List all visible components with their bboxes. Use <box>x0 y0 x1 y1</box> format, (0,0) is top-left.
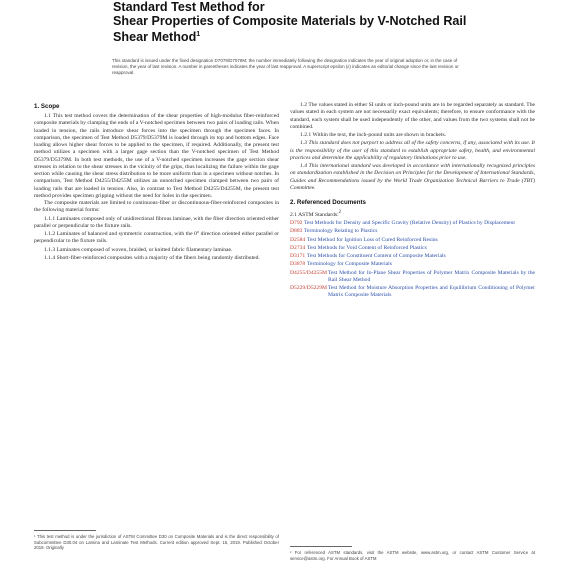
reference-code-link[interactable]: D3171 <box>290 253 306 260</box>
reference-title-link[interactable]: Test Method for Ignition Loss of Cured Reinforced Resins <box>307 236 438 243</box>
reference-list <box>290 220 535 300</box>
paragraph-1-1: 1.1 This test method covers the determination of the shear properties of high-modulus fiber-reinforced composite materials by clamping the ends of a V-notched specimen between two pairs of loading rails. When loaded in tension, the rails introduce shear forces into the specimen through the specimen faces. In comparison, the specimen of Test Method D5379/D5379M is loaded through its top and bottom edges. Face loading allows higher shear forces to be applied to the specimen, if required. Additionally, the present test method utilizes a specimen with a larger gage section than the V-notched specimen of Test Method D5379/D5379M. In both test methods, the use of a V-notched specimen increases the gage section shear stresses in relation to the shear stresses in the vicinity of the grips, thus localizing the failure within the gage section while causing the shear stress distribution to be more uniform than in a specimen without notches. In comparison, Test Method D4255/D4255M utilizes an unnotched specimen clamped between two pairs of loading rails that are loaded in tension. Also, in contrast to Test Method D4255/D4255M, the present test method provides specimen gripping without the need for holes in the specimen. <box>34 113 279 199</box>
footnote-rule-left <box>34 530 96 531</box>
reference-item[interactable] <box>290 228 535 235</box>
reference-code-link[interactable]: D883 <box>290 228 303 235</box>
reference-item[interactable] <box>290 237 535 244</box>
reference-code-link[interactable]: D5229/D5229M <box>290 285 327 292</box>
referenced-documents-heading: 2. Referenced Documents <box>290 199 366 206</box>
reference-title-link[interactable]: Test Method for In-Plane Shear Properties of Polymer Matrix Composite Materials by the Rail Shear Method <box>328 269 535 283</box>
footnote-left: ¹ This test method is under the jurisdiction of ASTM Committee D30 on Composite Materials and is the direct responsibility of Subcommittee D30.04 on Lamina and Laminate Test Methods. Current edition approved Sept. 15, 2019. Published October 2019. Originally <box>34 534 279 551</box>
title-line-1: Standard Test Method for <box>113 0 265 14</box>
reference-item[interactable] <box>290 285 535 300</box>
paragraph-1-3: 1.3 This standard does not purport to address all of the safety concerns, if any, associated with its use. It is the responsibility of the user of this standard to establish appropriate safety, health, and environmental practices and determine the applicability of regulatory limitations prior to use. <box>290 140 535 161</box>
reference-title-link[interactable]: Test Methods for Constituent Content of Composite Materials <box>307 253 446 260</box>
paragraph-1-1-3: 1.1.3 Laminates composed of woven, braided, or knitted fabric filamentary laminae. <box>44 246 233 253</box>
paragraph-1-2: 1.2 The values stated in either SI units or inch-pound units are to be regarded separately as standard. The values stated in each system are not necessarily exact equivalents; therefore, to ensure conformance with the standard, each system shall be used independently of the other, and values from the two systems shall not be combined. <box>290 102 535 130</box>
reference-title-link[interactable]: Terminology Relating to Plastics <box>304 228 378 235</box>
reference-title-link[interactable]: Test Method for Moisture Absorption Properties and Equilibrium Conditioning of Polymer Matrix Composite Materials <box>328 285 535 299</box>
reference-code-link[interactable]: D4255/D4255M <box>290 269 327 276</box>
document-title <box>113 0 513 44</box>
left-column <box>34 102 279 262</box>
right-column <box>290 102 535 300</box>
standard-designation-note: This standard is issued under the fixed designation D7078/D7078M; the number immediately following the designation indicates the year of original adoption or, in the case of revision, the year of last revision. A number in parentheses indicates the year of last reapproval. A superscript epsilon (ε) indicates an editorial change since the last revision or reapproval. <box>112 58 459 75</box>
title-footnote-mark: 1 <box>196 31 201 38</box>
paragraph-1-4: 1.4 This international standard was developed in accordance with internationally recognized principles on standardization established in the Decision on Principles for the Development of International Standards, Guides and Recommendations issued by the World Trade Organization Technical Barriers to Trade (TBT) Committee. <box>290 163 535 191</box>
title-line-3: Shear Method$^1$ <box>113 30 201 45</box>
reference-item[interactable] <box>290 245 535 252</box>
reference-code-link[interactable]: D2734 <box>290 244 306 251</box>
footnote-right: ² For referenced ASTM standards, visit the ASTM website, www.astm.org, or contact ASTM Customer Service at service@astm.org. For Annual Book of ASTM <box>290 550 535 561</box>
reference-title-link[interactable]: Test Methods for Density and Specific Gravity (Relative Density) of Plastics by Displacement <box>304 220 515 227</box>
reference-item[interactable] <box>290 253 535 260</box>
reference-item[interactable] <box>290 220 535 227</box>
footnote-rule-right <box>290 546 352 547</box>
astm-standards-label: 2.1 ASTM Standards:$^2$ <box>290 210 341 218</box>
reference-item[interactable] <box>290 270 535 285</box>
reference-code-link[interactable]: D2584 <box>290 236 306 243</box>
reference-title-link[interactable]: Test Methods for Void Content of Reinforced Plastics <box>307 244 427 251</box>
paragraph-1-1-materials: The composite materials are limited to continuous-fiber or discontinuous-fiber-reinforced composites in the following material forms: <box>34 200 279 214</box>
scope-heading: 1. Scope <box>34 103 60 110</box>
reference-code-link[interactable]: D792 <box>290 220 303 227</box>
reference-title-link[interactable]: Terminology for Composite Materials <box>307 261 392 268</box>
paragraph-1-2-1: 1.2.1 Within the text, the inch-pound units are shown in brackets. <box>300 132 447 138</box>
paragraph-1-1-4: 1.1.4 Short-fiber-reinforced composites with a majority of the fibers being randomly distributed. <box>44 254 260 261</box>
reference-item[interactable] <box>290 261 535 268</box>
paragraph-1-1-1: 1.1.1 Laminates composed only of unidirectional fibrous laminae, with the fiber direction oriented either parallel or perpendicular to the fixture rails. <box>34 215 279 229</box>
title-line-2: Shear Properties of Composite Materials by V-Notched Rail <box>113 14 467 28</box>
paragraph-1-1-2: 1.1.2 Laminates of balanced and symmetric construction, with the 0° direction oriented either parallel or perpendicular to the fixture rails. <box>34 231 279 245</box>
reference-code-link[interactable]: D3878 <box>290 261 306 268</box>
